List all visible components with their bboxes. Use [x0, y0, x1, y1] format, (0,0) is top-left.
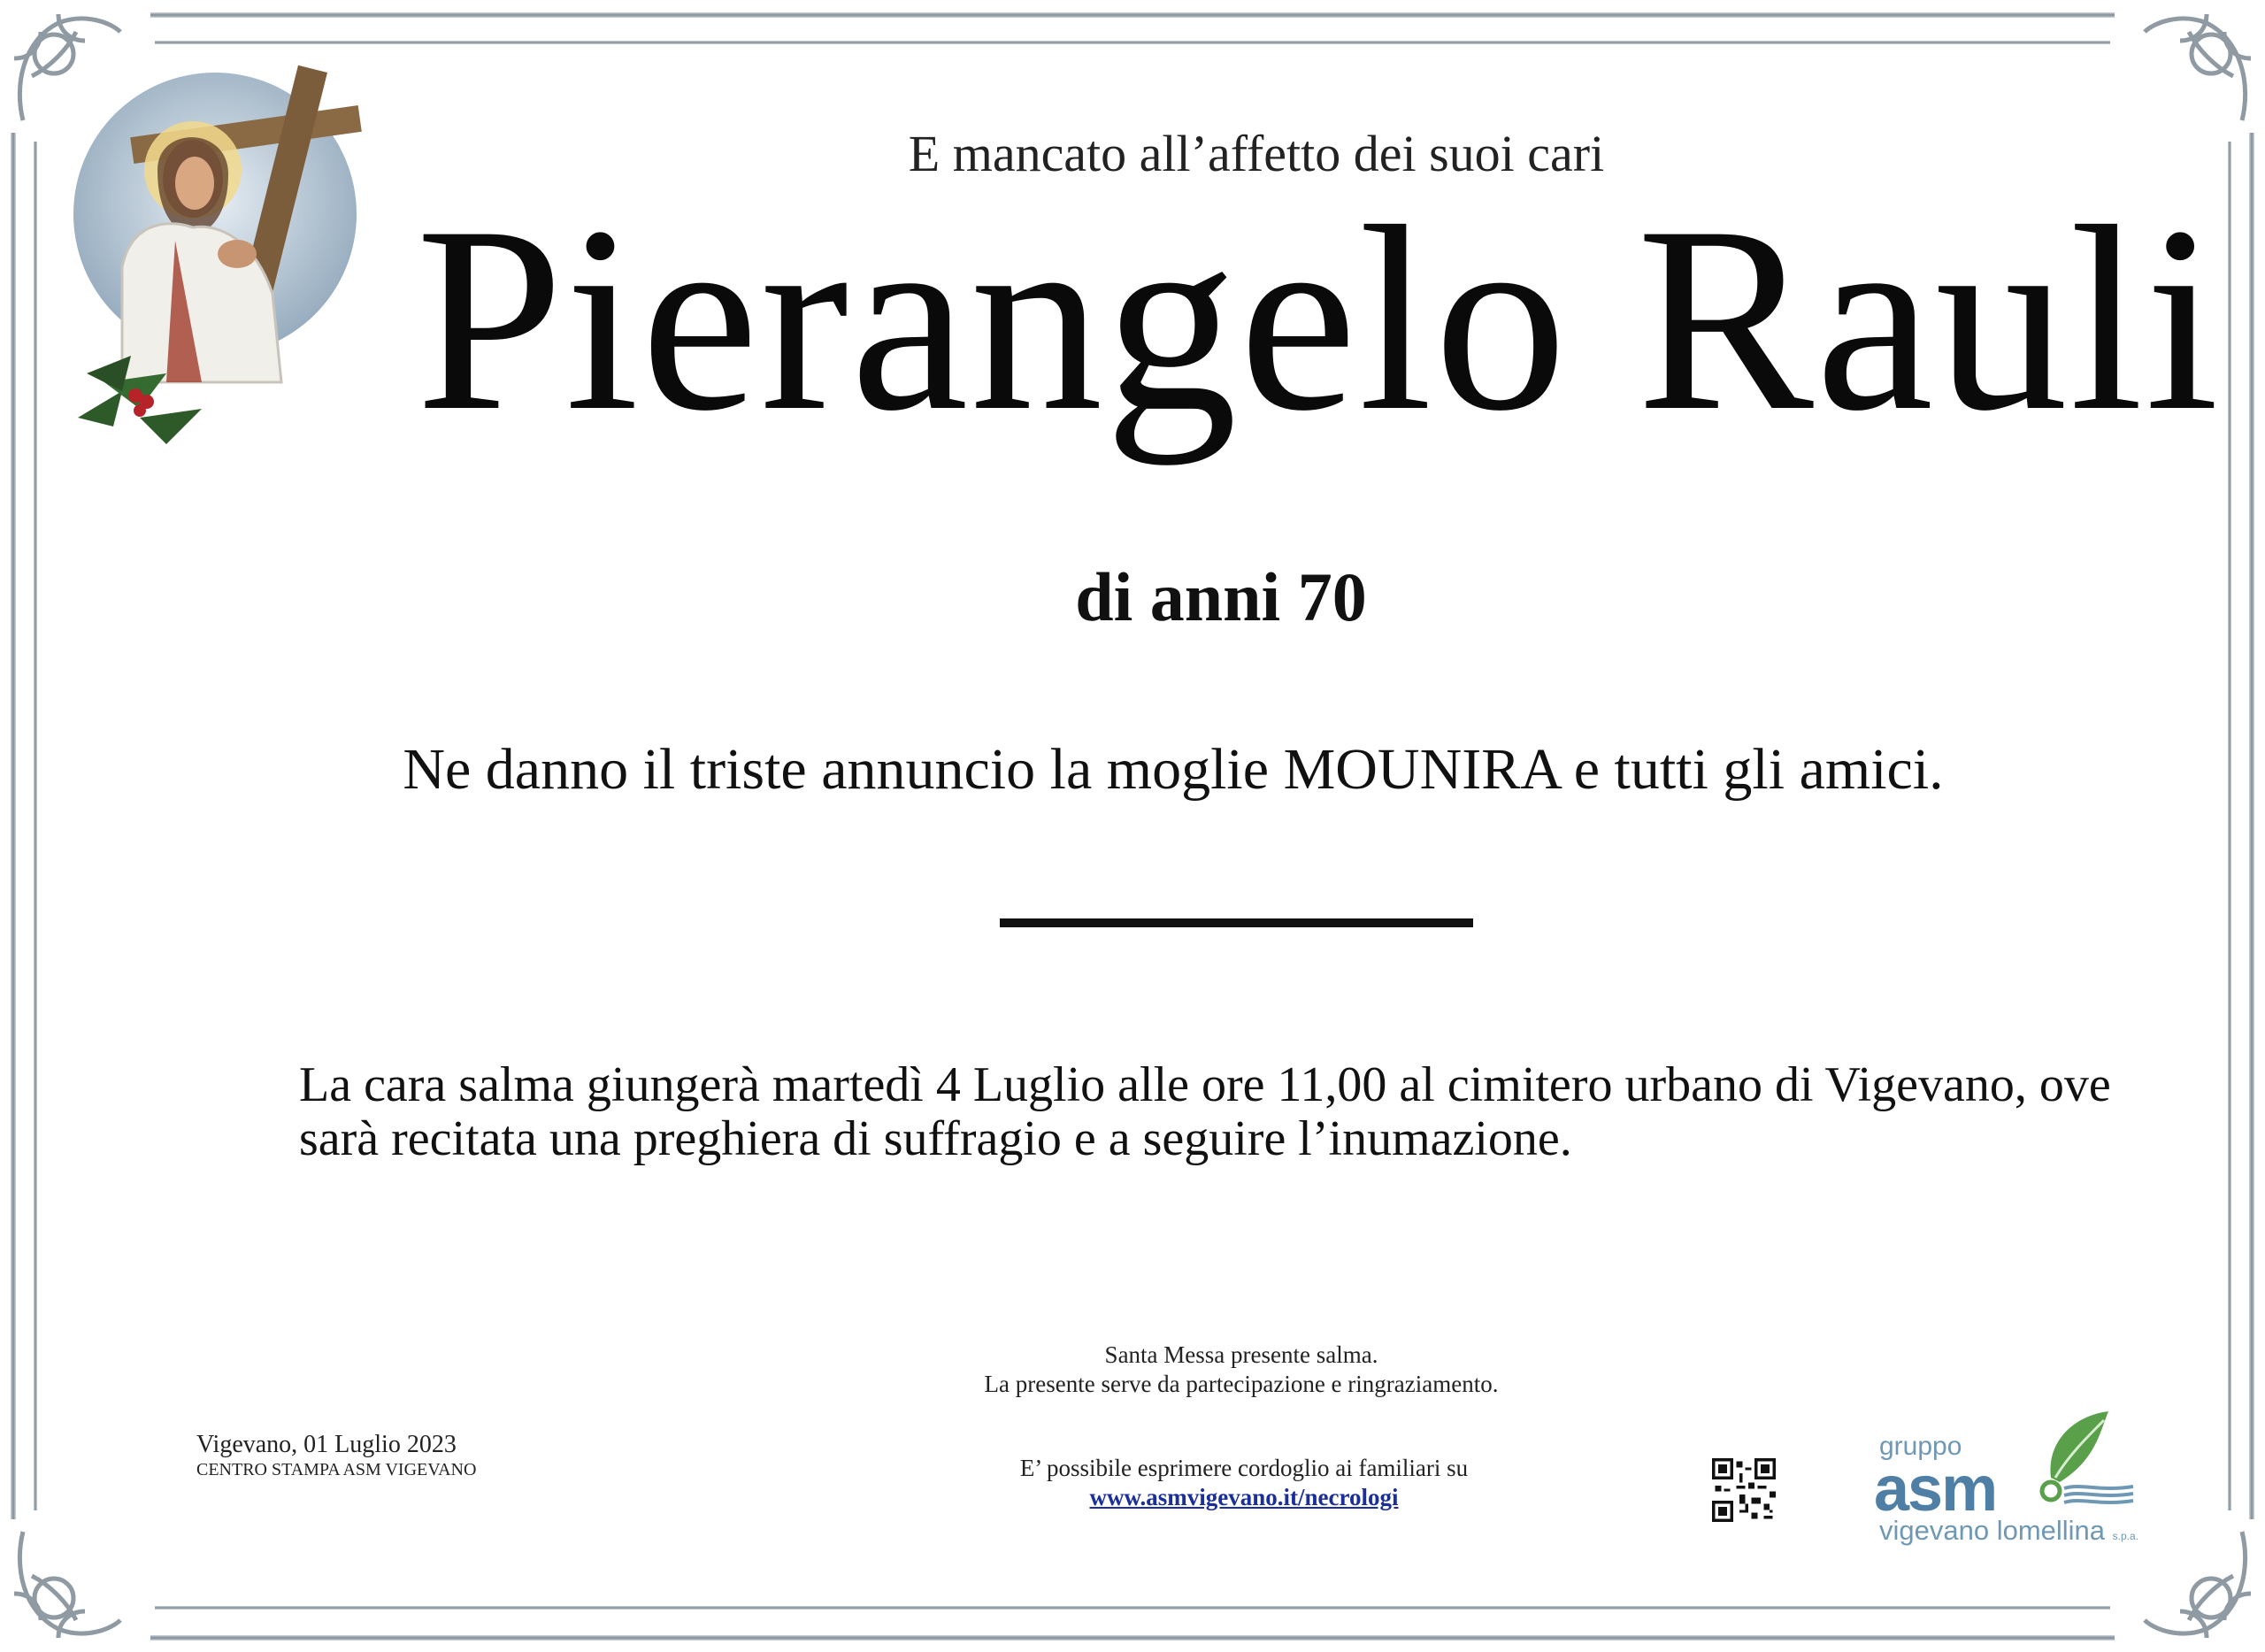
- frame-left-outer: [11, 133, 16, 1519]
- mass-note-line1: Santa Messa presente salma.: [1104, 1341, 1378, 1368]
- frame-top-inner: [155, 41, 2110, 44]
- mass-note-line2: La presente serve da partecipazione e ringraziamento.: [984, 1371, 1499, 1397]
- condolence-link[interactable]: www.asmvigevano.it/necrologi: [1089, 1484, 1399, 1510]
- frame-bottom-outer: [150, 1635, 2115, 1640]
- qr-code-icon[interactable]: [1712, 1458, 1776, 1522]
- frame-top-outer: [150, 12, 2115, 18]
- logo-subtitle: [1879, 1515, 2138, 1547]
- corner-ornament-icon: [2127, 5, 2260, 138]
- announcement-text: Ne danno il triste annuncio la moglie MOUNIRA e tutti gli amici.: [403, 737, 1944, 802]
- logo-subtitle-text: vigevano lomellina: [1879, 1515, 2106, 1546]
- asm-logo: [1874, 1407, 2139, 1557]
- print-center: CENTRO STAMPA ASM VIGEVANO: [196, 1460, 477, 1479]
- divider-line: [1000, 918, 1473, 927]
- intro-text: E mancato all’affetto dei suoi cari: [908, 125, 1605, 182]
- place-date: Vigevano, 01 Luglio 2023: [196, 1431, 457, 1458]
- frame-right-outer: [2249, 133, 2254, 1519]
- frame-left-inner: [34, 142, 37, 1510]
- funeral-details: La cara salma giungerà martedì 4 Luglio alle ore 11,00 al cimitero urbano di Vigevano, ove sarà recitata una preghiera di suffragio e a seguire l’inumazione.: [299, 1057, 2111, 1166]
- frame-right-inner: [2228, 142, 2231, 1510]
- logo-spa: s.p.a.: [2112, 1530, 2139, 1542]
- corner-ornament-icon: [2127, 1514, 2260, 1647]
- mass-note: [0, 1341, 2265, 1399]
- frame-bottom-inner: [155, 1606, 2110, 1610]
- condolence-text: E’ possibile esprimere cordoglio ai familiari su: [1019, 1455, 1469, 1481]
- green-leaf-icon: [2029, 1407, 2135, 1504]
- logo-asm: asm: [1874, 1454, 1997, 1525]
- corner-ornament-icon: [5, 1514, 138, 1647]
- age-text: di anni 70: [1075, 558, 1367, 635]
- logo-gruppo: gruppo: [1879, 1432, 1962, 1461]
- deceased-name: Pierangelo Rauli: [416, 172, 2221, 465]
